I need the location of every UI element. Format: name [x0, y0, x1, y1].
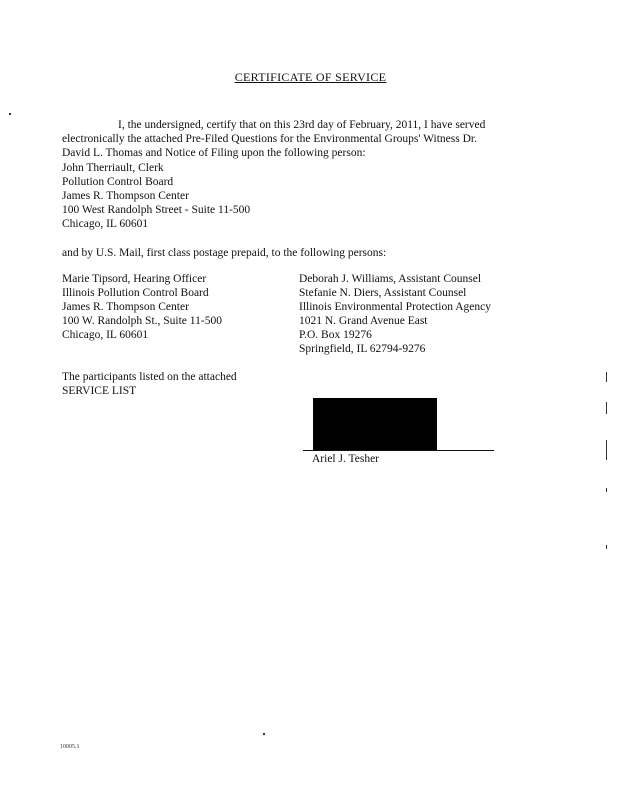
intro-paragraph — [62, 118, 542, 160]
address-line: Springfield, IL 62794-9276 — [299, 343, 426, 355]
participants-line: SERVICE LIST — [62, 385, 137, 397]
address-line: 1021 N. Grand Avenue East — [299, 315, 428, 327]
participants-note — [62, 370, 237, 398]
scan-mark — [263, 733, 265, 735]
scan-mark — [606, 372, 607, 382]
address-line: James R. Thompson Center — [62, 301, 189, 313]
address-line: Marie Tipsord, Hearing Officer — [62, 273, 207, 285]
redacted-signature — [313, 398, 437, 450]
document-code: 10005.1 — [60, 744, 80, 750]
scan-mark — [606, 488, 607, 492]
address-line: Deborah J. Williams, Assistant Counsel — [299, 273, 482, 285]
intro-line: I, the undersigned, certify that on this 23rd day of February, 2011, I have served — [118, 119, 486, 131]
address-line: Stefanie N. Diers, Assistant Counsel — [299, 287, 467, 299]
scan-mark — [606, 402, 607, 414]
intro-line: David L. Thomas and Notice of Filing upon the following person: — [62, 147, 366, 159]
address-line: James R. Thompson Center — [62, 190, 189, 202]
participants-line: The participants listed on the attached — [62, 371, 237, 383]
address-line: 100 W. Randolph St., Suite 11-500 — [62, 315, 222, 327]
recipient-block-left — [62, 272, 222, 342]
scan-mark — [9, 113, 11, 115]
mail-service-line: and by U.S. Mail, first class postage prepaid, to the following persons: — [62, 247, 387, 259]
recipient-block-right — [299, 272, 491, 356]
address-line: P.O. Box 19276 — [299, 329, 372, 341]
page-title: CERTIFICATE OF SERVICE — [234, 70, 387, 84]
clerk-address-block — [62, 161, 250, 231]
scan-mark — [606, 440, 607, 460]
address-line: Chicago, IL 60601 — [62, 329, 149, 341]
address-line: Illinois Pollution Control Board — [62, 287, 209, 299]
address-line: Chicago, IL 60601 — [62, 218, 149, 230]
signer-name: Ariel J. Tesher — [312, 453, 380, 465]
address-line: Pollution Control Board — [62, 176, 174, 188]
address-line: Illinois Environmental Protection Agency — [299, 301, 491, 313]
intro-line: electronically the attached Pre-Filed Questions for the Environmental Groups' Witness Dr. — [62, 133, 477, 145]
address-line: 100 West Randolph Street - Suite 11-500 — [62, 204, 251, 216]
signature-line — [303, 450, 494, 451]
address-line: John Therriault, Clerk — [62, 162, 164, 174]
scan-mark — [606, 545, 607, 549]
